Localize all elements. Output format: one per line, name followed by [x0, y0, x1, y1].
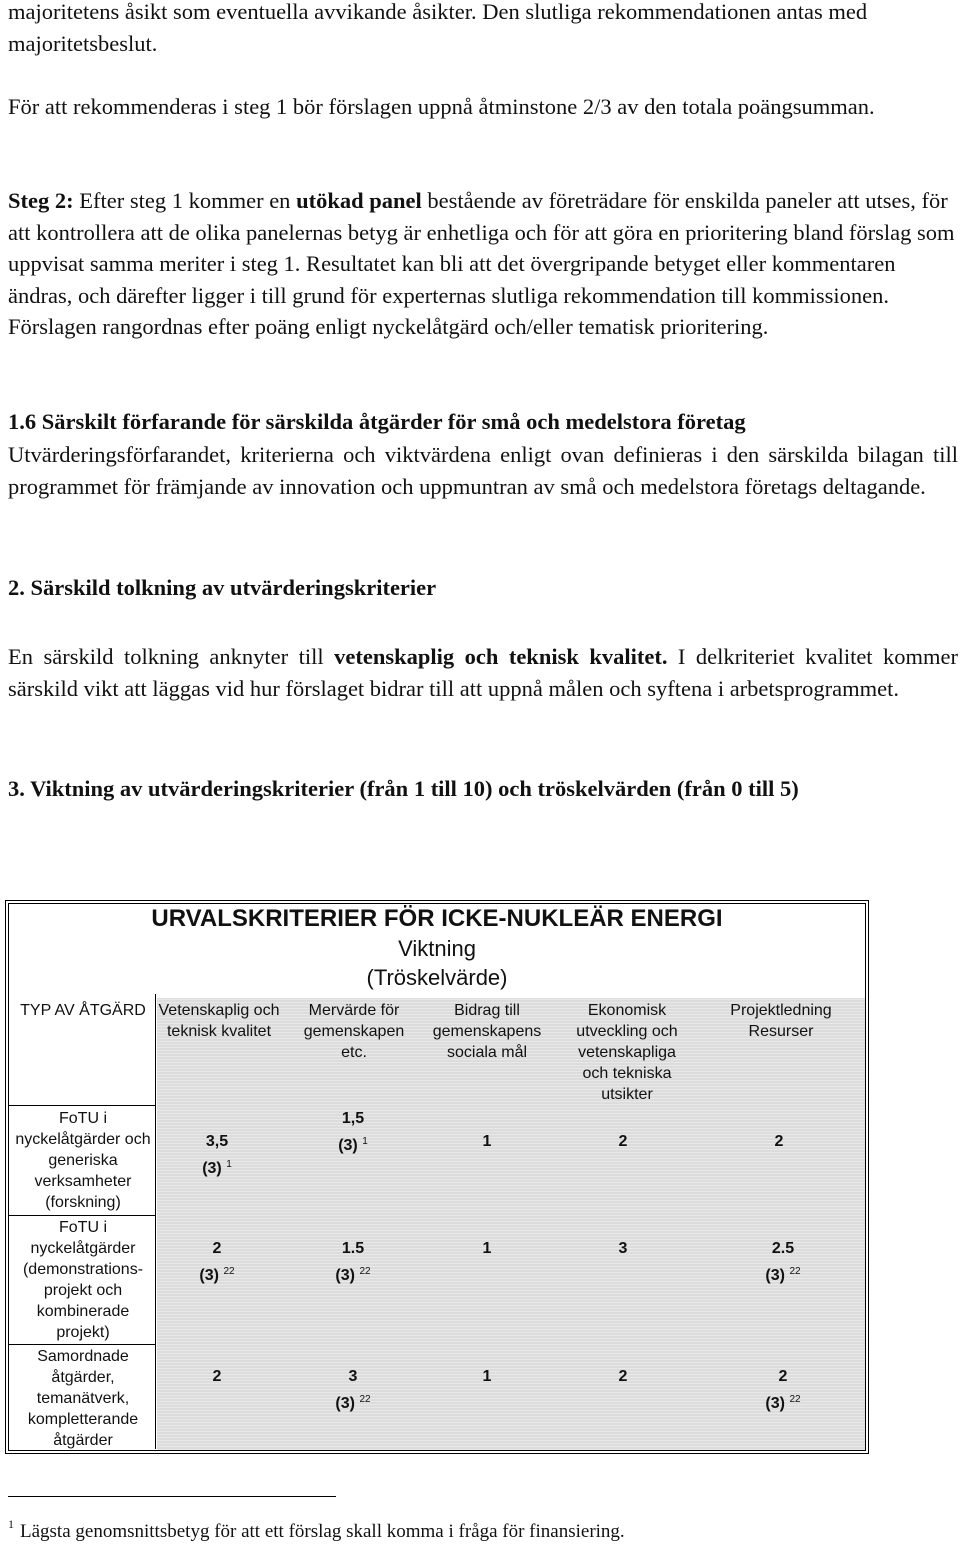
s2-text-b: I delkriteriet kvalitet kommer särskild vikt att läggas vid hur förslaget bidrar till att uppnå målen och syftena i arbetsprogrammet. [8, 644, 959, 701]
paragraph-step1-threshold: För att rekommenderas i steg 1 bör förslagen uppnå åtminstone 2/3 av den totala poängsumman. [8, 94, 875, 119]
cell-r2-c1-footnote-ref: 22 [223, 1266, 235, 1277]
row-divider-1 [9, 1105, 155, 1106]
cell-r1-c1-threshold: (3) $^1$ [202, 1159, 232, 1177]
table-title-block [5, 904, 869, 992]
cell-r2-c2 [303, 1237, 403, 1287]
cell-r2-c5-threshold: (3) $^{22}$ [765, 1266, 801, 1284]
cell-r2-c5-value: 2.5 [771, 1240, 795, 1257]
header-economic-development: Ekonomisk utveckling och vetenskapliga och tekniska utsikter [576, 1002, 678, 1103]
header-type: TYP AV ÅTGÄRD [20, 1002, 146, 1019]
cell-r2-c3: 1 [482, 1240, 492, 1257]
footnote-text: Lägsta genomsnittsbetyg för att ett förslag skall komma i fråga för finansiering. [20, 1521, 625, 1542]
heading-2: 2. Särskild tolkning av utvärderingskriterier [8, 575, 437, 600]
cell-r2-c4: 3 [618, 1240, 628, 1257]
step2-text-a: Efter steg 1 kommer en [73, 188, 297, 213]
paragraph-step2 [8, 185, 958, 343]
step2-text-b: bestående av företrädare för enskilda paneler att utses, för att kontrollera att de olika panelernas betyg är enhetliga och för att göra en prioritering bland förslag som uppvisat samma meriter i steg 1. Resultatet kan bli att det övergripande betyget eller kommentaren ändras, och därefter ligger i till grund för experternas slutliga rekommendation till kommissionen. Förslagen rangordnas efter poäng enligt nyckelåtgärd och/eller tematisk prioritering. [8, 188, 955, 339]
cell-r3-c2 [303, 1365, 403, 1415]
row-divider-2 [9, 1215, 155, 1216]
s2-bold: vetenskaplig och teknisk kvalitet. [334, 644, 668, 669]
row-label-coordination: Samordnade åtgärder, temanätverk, kompletterande åtgärder [27, 1348, 139, 1449]
cell-r3-c2-threshold: (3) $^{22}$ [335, 1394, 371, 1412]
cell-r1-c5: 2 [774, 1133, 784, 1150]
cell-r1-c4: 2 [618, 1133, 628, 1150]
paragraph-2 [8, 641, 958, 704]
criteria-table [5, 900, 869, 1454]
cell-r3-c2-footnote-ref: 22 [359, 1394, 371, 1405]
cell-r3-c1: 2 [212, 1368, 222, 1385]
cell-r2-c1-value: 2 [212, 1240, 222, 1257]
cell-r3-c5-value: 2 [778, 1368, 788, 1385]
cell-r2-c1 [167, 1237, 267, 1287]
heading-1-6: 1.6 Särskilt förfarande för särskilda åtgärder för små och medelstora företag [8, 409, 746, 434]
s2-text-a: En särskild tolkning anknyter till [8, 644, 335, 669]
cell-r1-c1-value: 3,5 [205, 1133, 229, 1150]
row-label-demonstration: FoTU i nyckelåtgärder (demonstrations-projekt och kombinerade projekt) [22, 1219, 144, 1341]
footnote-separator [8, 1496, 336, 1497]
cell-r1-c3: 1 [482, 1133, 492, 1150]
paragraph-1-6: Utvärderingsförfarandet, kriterierna och viktvärdena enligt ovan definieras i den särskilda bilagan till programmet för främjande av innovation och uppmuntran av små och medelstora företags deltagande. [8, 442, 958, 499]
cell-r3-c5-threshold: (3) $^{22}$ [765, 1394, 801, 1412]
cell-r3-c2-value: 3 [348, 1368, 358, 1385]
cell-r1-c2 [303, 1107, 403, 1157]
cell-r3-c3: 1 [482, 1368, 492, 1385]
cell-r1-c2-threshold: (3) $^1$ [338, 1136, 368, 1154]
footnote-mark: 1 [8, 1517, 14, 1531]
cell-r3-c4: 2 [618, 1368, 628, 1385]
cell-r1-c2-value: 1,5 [341, 1110, 365, 1127]
cell-r1-c1-footnote-ref: 1 [226, 1159, 232, 1170]
cell-r3-c5 [733, 1365, 833, 1415]
footnote [8, 1512, 625, 1544]
cell-r1-c1 [167, 1130, 267, 1180]
table-title: URVALSKRITERIER FÖR ICKE-NUKLEÄR ENERGI [151, 905, 723, 932]
table-subtitle-weight: Viktning [398, 936, 476, 961]
heading-3: 3. Viktning av utvärderingskriterier (från 1 till 10) och tröskelvärden (från 0 till 5) [8, 776, 799, 801]
cell-r2-c5-footnote-ref: 22 [789, 1266, 801, 1277]
row-label-research: FoTU i nyckelåtgärder och generiska verksamheter (forskning) [15, 1110, 151, 1211]
header-social-goals: Bidrag till gemenskapens sociala mål [432, 1002, 542, 1061]
cell-r2-c5 [733, 1237, 833, 1287]
paragraph-continuation: majoritetens åsikt som eventuella avvikande åsikter. Den slutliga rekommendationen antas med majoritetsbeslut. [8, 0, 868, 56]
header-community-value: Mervärde för gemenskapen etc. [303, 1002, 405, 1061]
cell-r2-c1-threshold: (3) $^{22}$ [199, 1266, 235, 1284]
header-project-management: Projektledning Resurser [730, 1002, 832, 1040]
cell-r2-c2-threshold: (3) $^{22}$ [335, 1266, 371, 1284]
type-column-divider [155, 994, 156, 1449]
step2-label: Steg 2: [8, 188, 74, 213]
cell-r2-c2-value: 1.5 [341, 1240, 365, 1257]
header-scientific-quality: Vetenskaplig och teknisk kvalitet [158, 1002, 280, 1040]
cell-r1-c2-footnote-ref: 1 [362, 1136, 368, 1147]
step2-bold: utökad panel [296, 188, 422, 213]
cell-r2-c2-footnote-ref: 22 [359, 1266, 371, 1277]
row-divider-3 [9, 1344, 155, 1345]
table-subtitle-threshold: (Tröskelvärde) [366, 965, 508, 990]
cell-r3-c5-footnote-ref: 22 [789, 1394, 801, 1405]
